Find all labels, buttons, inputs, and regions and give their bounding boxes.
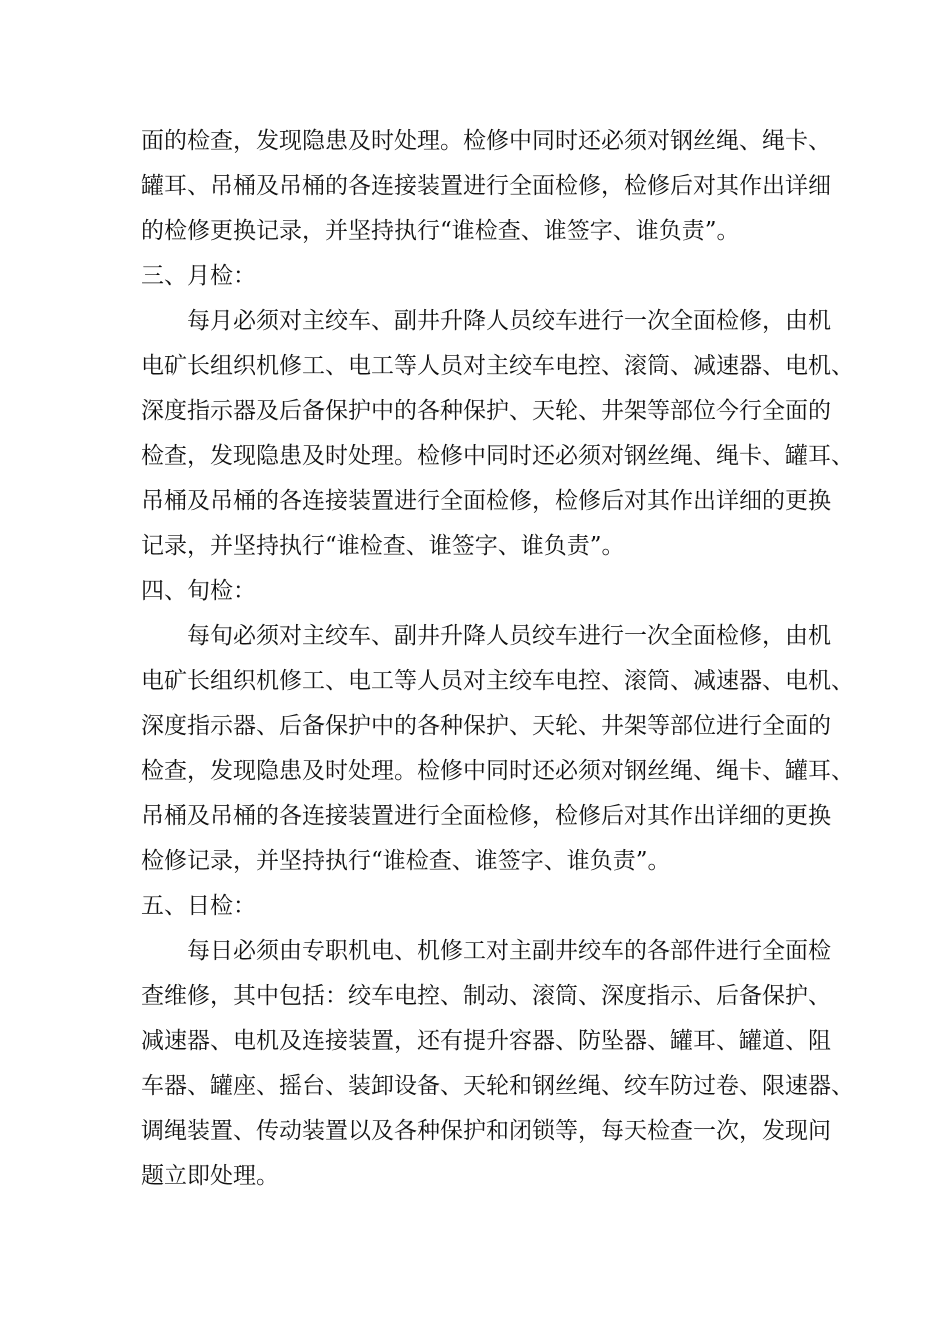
text-line: 电矿长组织机修工、电工等人员对主绞车电控、滚筒、减速器、电机、: [141, 668, 854, 694]
text-line: 每日必须由专职机电、机修工对主副井绞车的各部件进行全面检: [187, 938, 831, 964]
text-line: 深度指示器、后备保护中的各种保护、天轮、井架等部位进行全面的: [141, 713, 831, 739]
text-line: 每月必须对主绞车、副井升降人员绞车进行一次全面检修，由机: [187, 308, 831, 334]
section-heading-daily: 五、日检：: [141, 893, 256, 919]
text-line: 题立即处理。: [141, 1163, 279, 1189]
text-line: 检查，发现隐患及时处理。检修中同时还必须对钢丝绳、绳卡、罐耳、: [141, 443, 854, 469]
text-line: 记录，并坚持执行“谁检查、谁签字、谁负责”。: [141, 533, 625, 559]
text-line: 减速器、电机及连接装置，还有提升容器、防坠器、罐耳、罐道、阻: [141, 1028, 831, 1054]
text-line: 吊桶及吊桶的各连接装置进行全面检修，检修后对其作出详细的更换: [141, 488, 831, 514]
text-line: 查维修，其中包括：绞车电控、制动、滚筒、深度指示、后备保护、: [141, 983, 831, 1009]
text-line: 每旬必须对主绞车、副井升降人员绞车进行一次全面检修，由机: [187, 623, 831, 649]
text-line: 车器、罐座、摇台、装卸设备、天轮和钢丝绳、绞车防过卷、限速器、: [141, 1073, 854, 1099]
text-line: 面的检查，发现隐患及时处理。检修中同时还必须对钢丝绳、绳卡、: [141, 128, 831, 154]
section-heading-monthly: 三、月检：: [141, 263, 256, 289]
text-line: 电矿长组织机修工、电工等人员对主绞车电控、滚筒、减速器、电机、: [141, 353, 854, 379]
text-line: 调绳装置、传动装置以及各种保护和闭锁等，每天检查一次，发现问: [141, 1118, 831, 1144]
text-line: 检修记录，并坚持执行“谁检查、谁签字、谁负责”。: [141, 848, 671, 874]
text-line: 罐耳、吊桶及吊桶的各连接装置进行全面检修，检修后对其作出详细: [141, 173, 831, 199]
text-line: 吊桶及吊桶的各连接装置进行全面检修，检修后对其作出详细的更换: [141, 803, 831, 829]
text-line: 深度指示器及后备保护中的各种保护、天轮、井架等部位今行全面的: [141, 398, 831, 424]
text-line: 检查，发现隐患及时处理。检修中同时还必须对钢丝绳、绳卡、罐耳、: [141, 758, 854, 784]
section-heading-ten-day: 四、旬检：: [141, 578, 256, 604]
text-line: 的检修更换记录，并坚持执行“谁检查、谁签字、谁负责”。: [141, 218, 740, 244]
